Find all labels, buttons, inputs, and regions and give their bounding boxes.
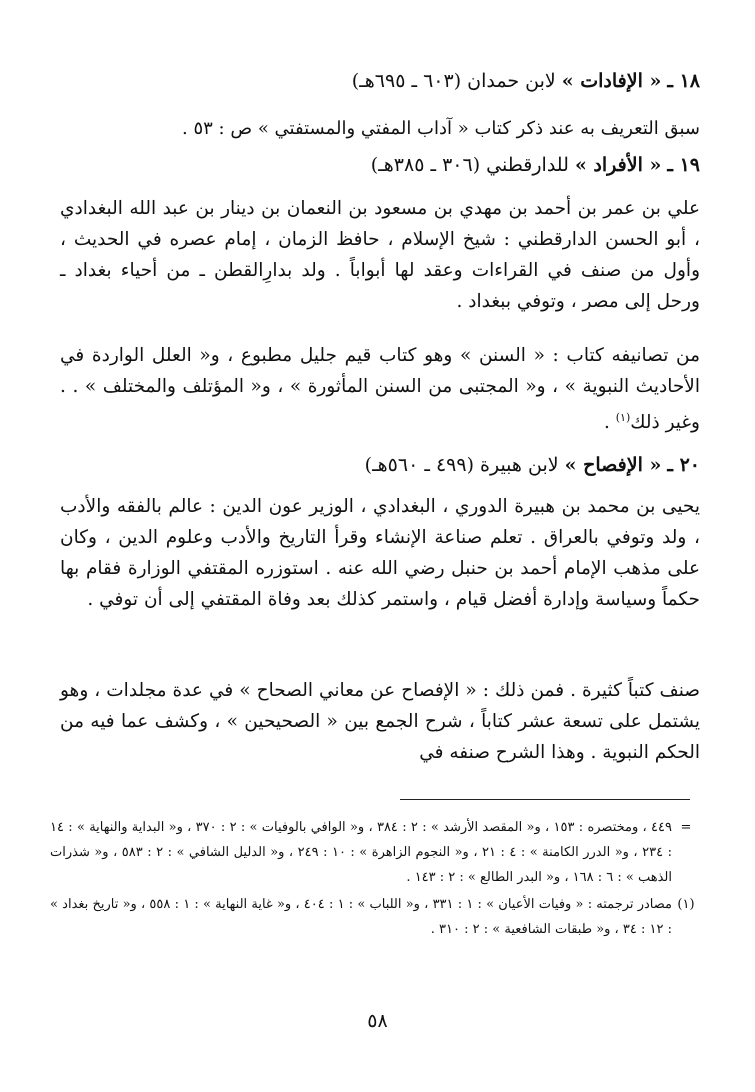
entry-18-note: سبق التعريف به عند ذكر كتاب « آداب المفتي والمستفتي » ص : ٥٣ .: [182, 118, 700, 139]
footnote-1: [50, 892, 700, 942]
page-number: ٥٨: [367, 1010, 388, 1032]
footnote-text: ٤٤٩ ، ومختصره : ١٥٣ ، و« المقصد الأرشد » : ٢ : ٣٨٤ ، و« الوافي بالوفيات » : ٢ : ٣٧٠ ، و« البداية والنهاية » : ١٤ : ٢٣٤ ، و« الدرر الكامنة » : ٤ : ٢١ ، و« النجوم الزاهرة » : ١٠ : ٢٤٩ ، و« الدليل الشافي » : ٢ : ٥٨٣ ، و« شذرات الذهب » : ٦ : ١٦٨ ، و« البدر الطالع » : ٢ : ١٤٣ .: [50, 820, 672, 885]
entry-20-works-paragraph: صنف كتباً كثيرة . فمن ذلك : « الإفصاح عن معاني الصحاح » في عدة مجلدات ، وهو يشتمل على تسعة عشر كتاباً ، شرح الجمع بين « الصحيحين » ، وكشف عما فيه من الحكم النبوية . وهذا الشرح صنفه في: [60, 680, 700, 763]
entry-20-author: لابن هبيرة (٤٩٩ ـ ٥٦٠هـ): [364, 454, 559, 476]
entry-20-heading: [365, 450, 700, 480]
entry-18-number: ١٨ ـ: [667, 70, 700, 92]
entry-19-number: ١٩ ـ: [667, 154, 700, 176]
entry-19-body: [60, 193, 700, 317]
footnote-separator: [400, 799, 690, 800]
entry-20-biography: يحيى بن محمد بن هبيرة الدوري ، البغدادي ، الوزير عون الدين : عالم بالفقه والأدب ، ولد وتوفي بالعراق . تعلم صناعة الإنشاء وقرأ التاريخ والأدب وعلوم الدين ، وكان على مذهب الإمام أحمد بن حنبل رضي الله عنه . استوزره المقتفي الوزارة فقام بها حكماً وسياسة وإدارة أفضل قيام ، واستمر كذلك بعد وفاة المقتفي إلى أن توفي .: [60, 496, 700, 610]
entry-19-works-text: من تصانيفه كتاب : « السنن » وهو كتاب قيم جليل مطبوع ، و« العلل الواردة في الأحاديث النبوية » ، و« المجتبى من السنن المأثورة » ، و« المؤتلف والمختلف » . . وغير ذلك: [60, 345, 700, 434]
entry-19-title: « الأفراد »: [574, 154, 662, 176]
entry-19-author: للدارقطني (٣٠٦ ـ ٣٨٥هـ): [370, 154, 569, 176]
entry-19-works-paragraph: [60, 340, 700, 438]
entry-19-heading: [371, 150, 700, 180]
entry-20-title: « الإفصاح »: [564, 454, 662, 476]
footnote-text: مصادر ترجمته : « وفيات الأعيان » : ١ : ٣٣١ ، و« اللباب » : ١ : ٤٠٤ ، و« غاية النهاية » : ١ : ٥٥٨ ، و« تاريخ بغداد » : ١٢ : ٣٤ ، و« طبقات الشافعية » : ٢ : ٣١٠ .: [50, 897, 673, 937]
entry-20-number: ٢٠ ـ: [667, 454, 700, 476]
entry-18-author: لابن حمدان (٦٠٣ ـ ٦٩٥هـ): [351, 70, 556, 92]
entry-19-works-end: .: [603, 412, 616, 434]
entry-18-title: « الإفادات »: [561, 70, 662, 92]
entry-18-heading: [352, 66, 700, 96]
footnote-continued: [50, 815, 700, 890]
entry-19-biography: علي بن عمر بن أحمد بن مهدي بن مسعود بن النعمان بن دينار بن عبد الله البغدادي ، أبو الحسن الدارقطني : شيخ الإسلام ، حافظ الزمان ، إمام عصره في الحديث ، وأول من صنف في القراءات وعقد لها أبواباً . ولد بدارِالقطن ـ من أحياء بغداد ـ ورحل إلى مصر ، وتوفي ببغداد .: [60, 198, 700, 312]
entry-20-works: [60, 675, 700, 768]
footnote-mark: =: [680, 820, 692, 835]
entry-19-works: [60, 340, 700, 438]
footnotes: [50, 815, 700, 942]
footnote-mark: (١): [677, 897, 695, 912]
entry-20-body: [60, 491, 700, 615]
footnote-ref-1[interactable]: (١): [615, 411, 631, 424]
